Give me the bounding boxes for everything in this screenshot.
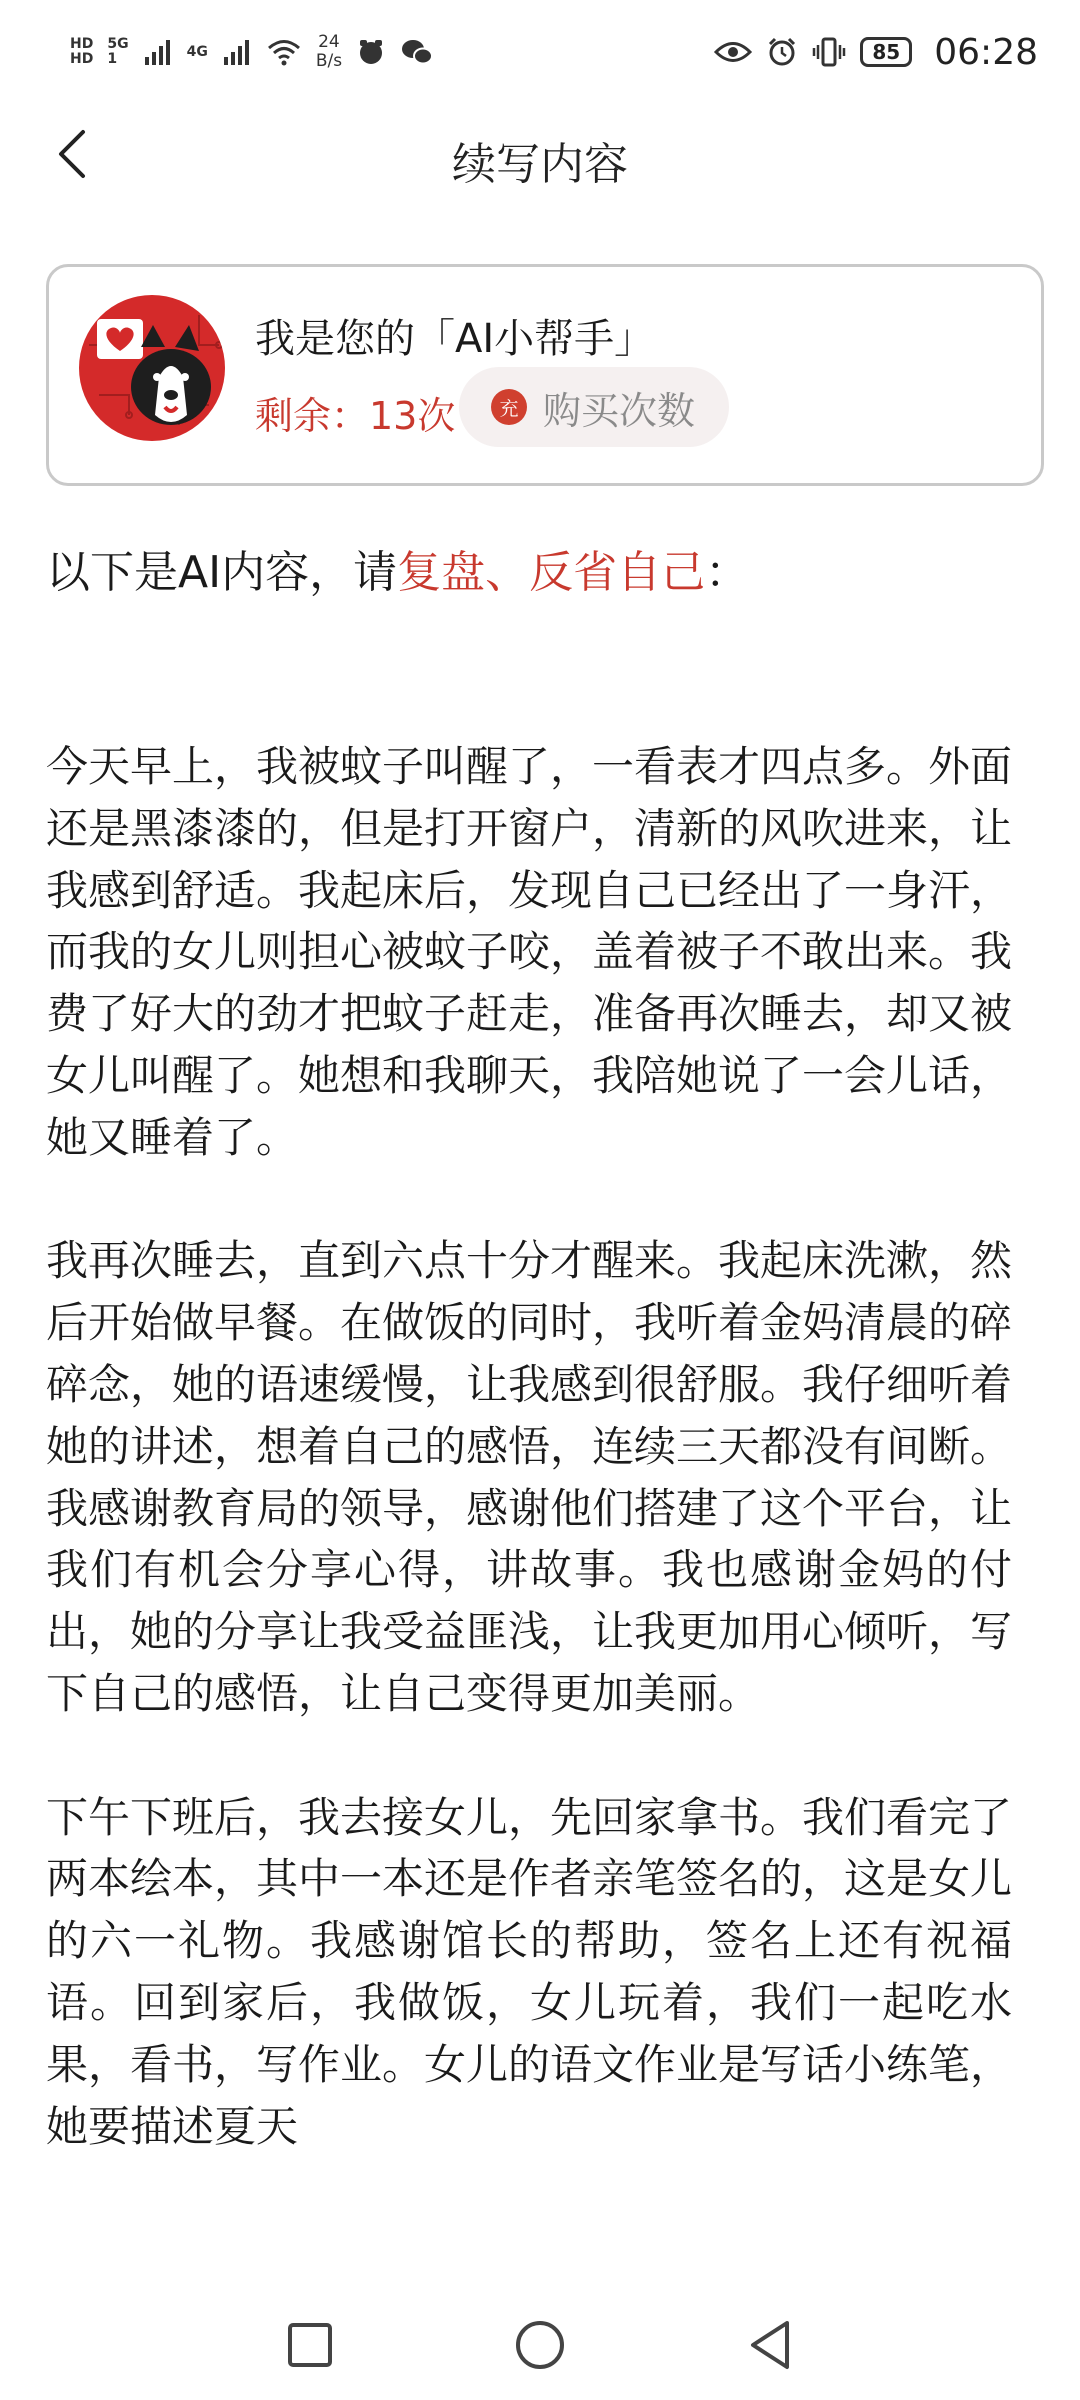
net-speed-value: 24 [318,32,340,52]
sim2-type: 4G [186,43,208,60]
assistant-card [46,264,1044,486]
wifi-icon [266,37,302,67]
clock: 06:28 [934,31,1038,73]
status-bar [0,0,1080,104]
hd-indicator [70,37,93,67]
dog-mascot-icon [79,295,225,441]
triangle-back-icon [745,2319,795,2371]
intro-suffix: ： [705,547,750,598]
sim1-signal [107,37,128,67]
header [0,104,1080,204]
hd-top-label: HD [70,36,94,52]
back-nav-button[interactable] [735,2310,805,2380]
remaining-count: 剩余：13次 [255,394,456,438]
net-speed-unit: B/s [315,51,343,71]
sim1-sub: 1 [107,51,118,67]
signal-bars-icon [143,37,173,67]
status-left [70,33,434,71]
circle-icon [514,2319,566,2371]
square-icon [286,2321,334,2369]
intro-line [46,536,749,600]
status-right [714,32,1038,73]
signal-bars-icon [222,37,252,67]
page-title: 续写内容 [452,139,628,190]
sim1-type: 5G [107,36,129,52]
content-paragraph: 下午下班后，我去接女儿，先回家拿书。我们看完了两本绘本，其中一本还是作者亲笔签名的，这是女儿的六一礼物。我感谢馆长的帮助，签名上还有祝福语。回到家后，我做饭，女儿玩着，我们一起吃水果，看书，写作业。女儿的语文作业是写话小练笔，她要描述夏天 [46,1792,1012,2151]
eye-icon [714,39,752,65]
home-button[interactable] [505,2310,575,2380]
intro-highlight: 复盘、反省自己 [397,547,706,598]
content-paragraph: 我再次睡去，直到六点十分才醒来。我起床洗漱，然后开始做早餐。在做饭的同时，我听着金妈清晨的碎碎念，她的语速缓慢，让我感到很舒服。我仔细听着她的讲述，想着自己的感悟，连续三天都没有间断。我感谢教育局的领导，感谢他们搭建了这个平台，让我们有机会分享心得，讲故事。我也感谢金妈的付出，她的分享让我受益匪浅，让我更加用心倾听，写下自己的感悟，让自己变得更加美丽。 [46,1236,1012,1718]
avatar [79,295,225,441]
content-paragraph: 今天早上，我被蚊子叫醒了，一看表才四点多。外面还是黑漆漆的，但是打开窗户，清新的风吹进来，让我感到舒适。我起床后，发现自己已经出了一身汗，而我的女儿则担心被蚊子咬，盖着被子不敢出来。我费了好大的劲才把蚊子赶走，准备再次睡去，却又被女儿叫醒了。她想和我聊天，我陪她说了一会儿话，她又睡着了。 [46,742,1012,1162]
recharge-icon: 充 [491,389,527,425]
app-notification-icon [356,37,386,67]
vibrate-icon [812,36,846,68]
buy-times-label: 购买次数 [543,388,696,433]
assistant-title: 我是您的「AI小帮手」 [255,316,655,362]
intro-prefix: 以下是AI内容，请 [46,547,398,598]
navigation-bar [0,2288,1080,2400]
buy-times-button[interactable] [459,367,729,447]
alarm-icon [766,36,798,68]
ai-content [46,736,1012,2288]
battery-icon: 85 [860,37,912,67]
recents-button[interactable] [275,2310,345,2380]
hd-bottom-label: HD [70,51,94,67]
network-speed [316,33,342,71]
sim2-signal [187,45,208,60]
wechat-icon [400,37,434,67]
